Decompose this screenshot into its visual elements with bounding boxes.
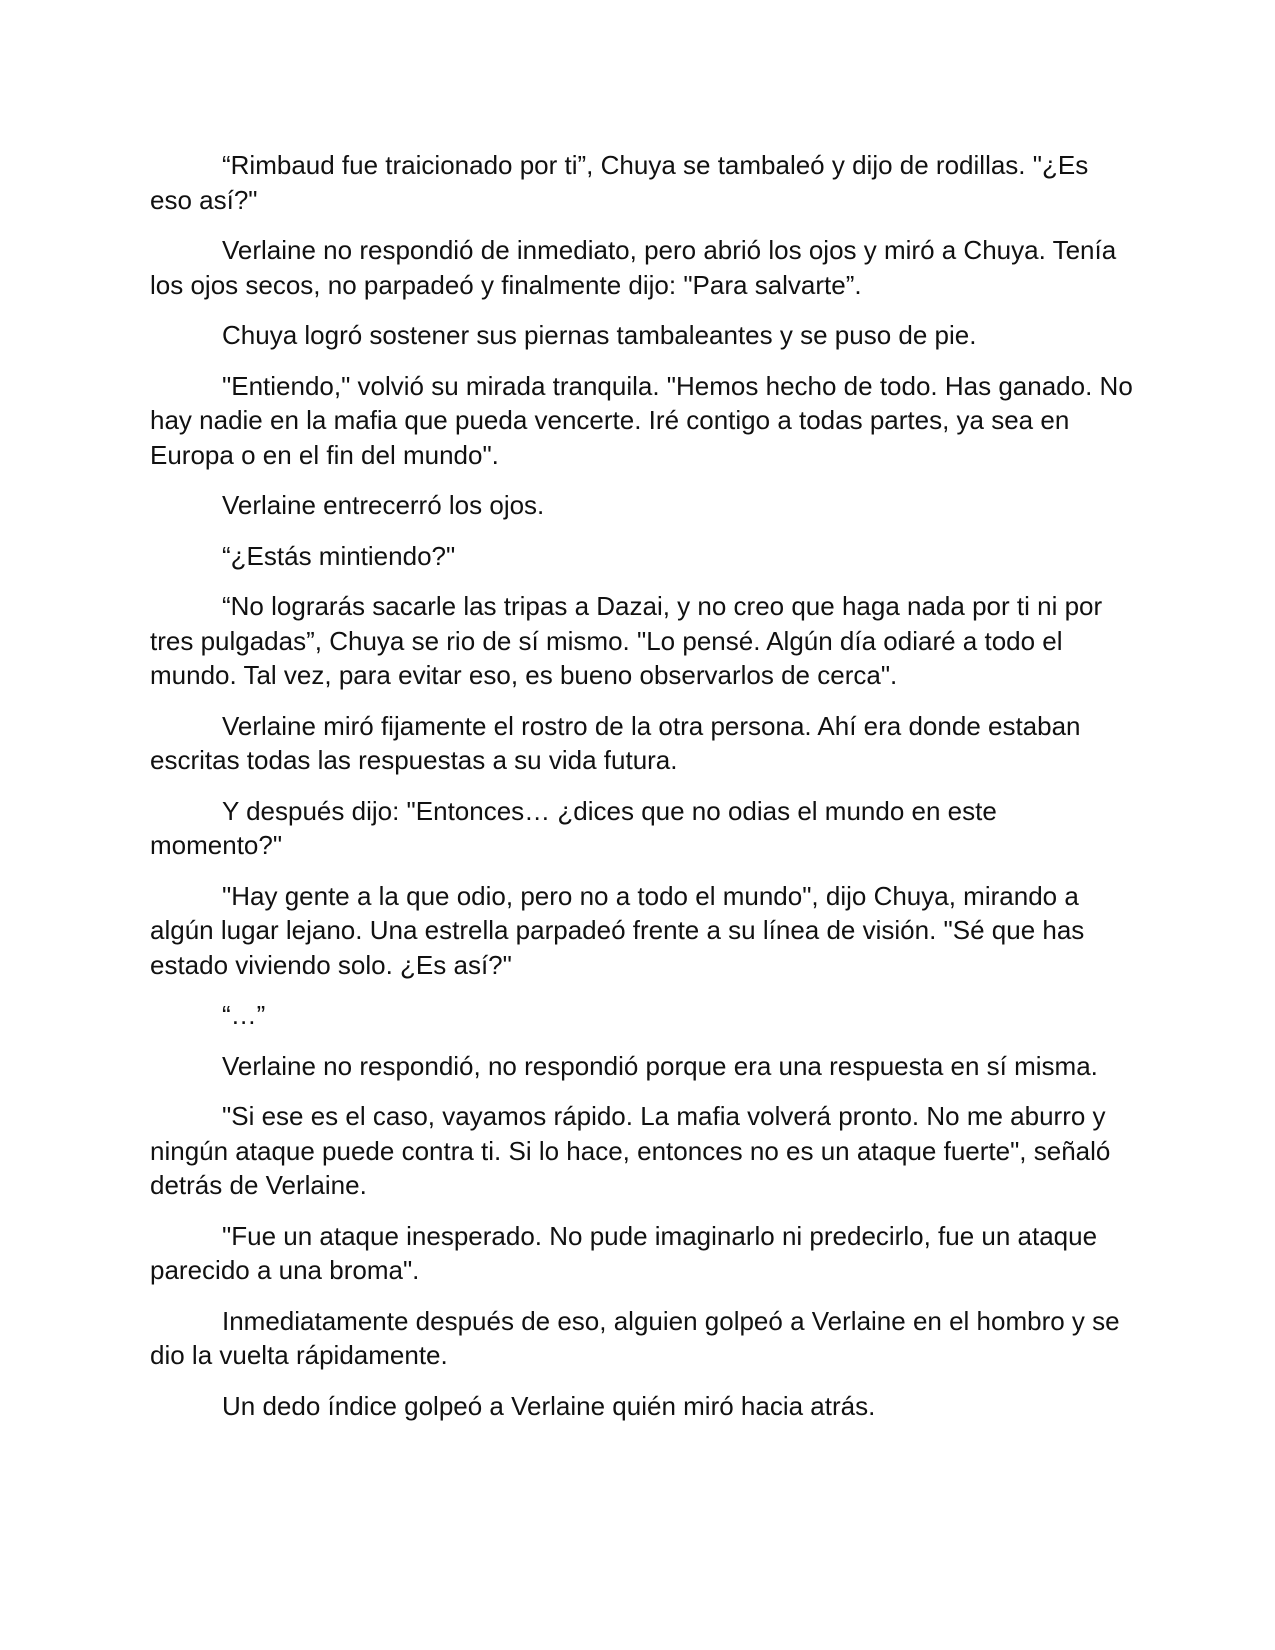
paragraph: "Entiendo," volvió su mirada tranquila. "Hemos hecho de todo. Has ganado. No hay nadie en la mafia que pueda vencerte. Iré contigo a todas partes, ya sea en Europa o en el fin del mundo". [150,370,1133,470]
paragraph: Y después dijo: "Entonces… ¿dices que no odias el mundo en este momento?" [150,795,997,860]
paragraph: “No lograrás sacarle las tripas a Dazai, y no creo que haga nada por ti ni por tres pulgadas”, Chuya se rio de sí mismo. "Lo pensé. Algún día odiaré a todo el mundo. Tal vez, para evitar eso, es bueno observarlos de cerca". [150,591,1103,690]
paragraph: Verlaine miró fijamente el rostro de la otra persona. Ahí era donde estaban escritas todas las respuestas a su vida futura. [150,710,1081,775]
paragraph: Inmediatamente después de eso, alguien golpeó a Verlaine en el hombro y se dio la vuelta rápidamente. [150,1305,1120,1370]
paragraph: “Rimbaud fue traicionado por ti”, Chuya se tambaleó y dijo de rodillas. "¿Es eso así?" [150,150,1089,215]
paragraph: “…” [222,1000,266,1030]
paragraph: “¿Estás mintiendo?" [222,540,456,571]
paragraph: "Hay gente a la que odio, pero no a todo el mundo", dijo Chuya, mirando a algún lugar lejano. Una estrella parpadeó frente a su línea de visión. "Sé que has estado viviendo solo. ¿Es así?" [150,880,1085,980]
paragraph: Verlaine no respondió de inmediato, pero abrió los ojos y miró a Chuya. Tenía los ojos secos, no parpadeó y finalmente dijo: "Para salvarte”. [150,235,1117,300]
paragraph: Chuya logró sostener sus piernas tambaleantes y se puso de pie. [222,320,977,350]
paragraph: Verlaine entrecerró los ojos. [222,490,545,520]
paragraph: "Fue un ataque inesperado. No pude imaginarlo ni predecirlo, fue un ataque parecido a una broma". [150,1220,1098,1285]
paragraph: Un dedo índice golpeó a Verlaine quién miró hacia atrás. [222,1390,876,1421]
document-page [150,148,1135,1439]
paragraph: Verlaine no respondió, no respondió porque era una respuesta en sí misma. [222,1050,1098,1081]
paragraph: "Si ese es el caso, vayamos rápido. La mafia volverá pronto. No me aburro y ningún ataque puede contra ti. Si lo hace, entonces no es un ataque fuerte", señaló detrás de Verlaine. [150,1101,1111,1200]
